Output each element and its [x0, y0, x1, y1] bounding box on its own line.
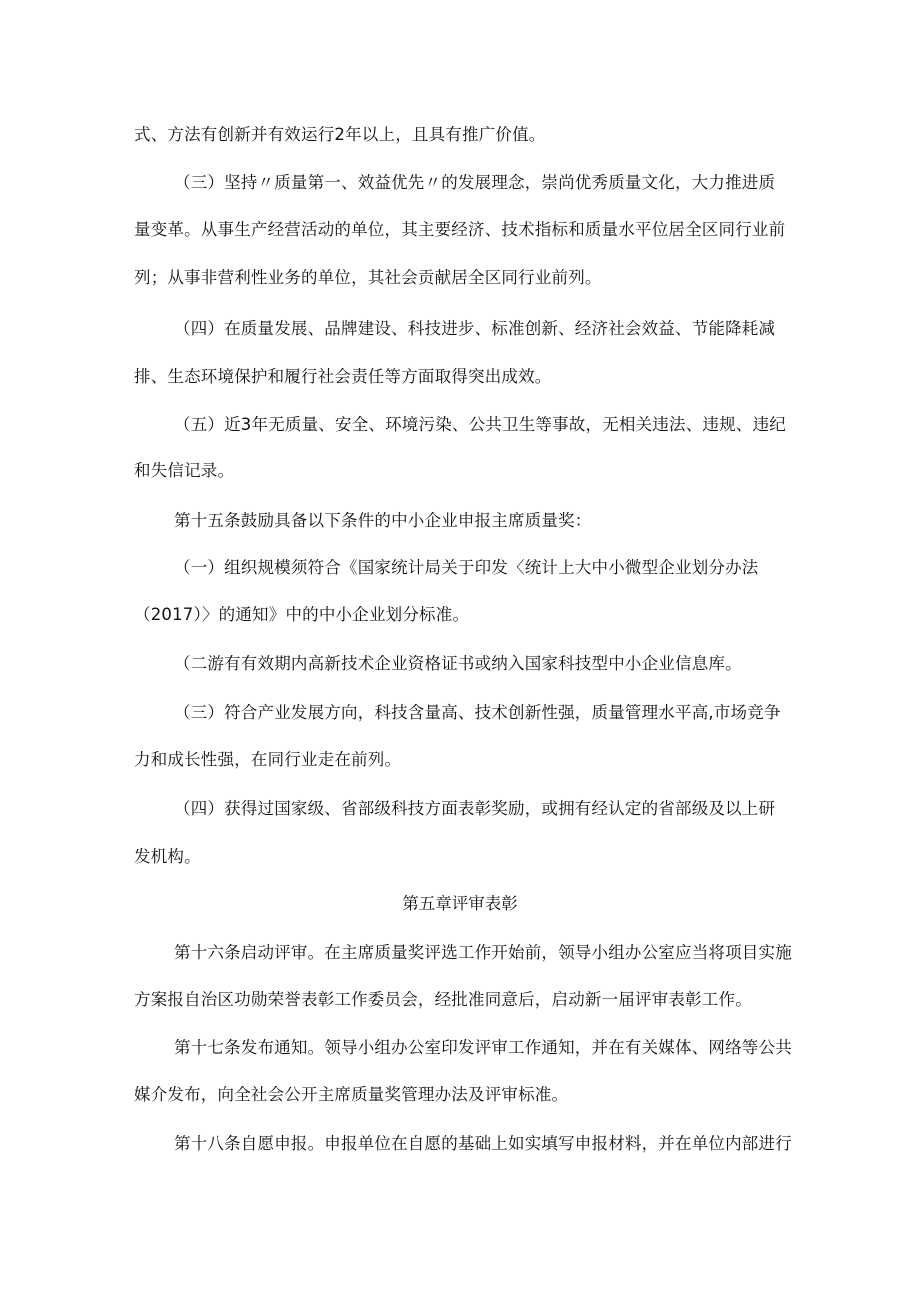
text-line: 量变革。从事生产经营活动的单位，其主要经济、技术指标和质量水平位居全区同行业前	[134, 220, 786, 239]
text-line: （2017）〉的通知》中的中小企业划分标准。	[134, 605, 470, 624]
text-line: 方案报自治区功勋荣誉表彰工作委员会，经批准同意后，启动新一届评审表彰工作。	[134, 990, 752, 1009]
text-line: （三）符合产业发展方向，科技含量高、技术创新性强，质量管理水平高,市场竞争	[174, 703, 781, 722]
text-line: 媒介发布，向全社会公开主席质量奖管理办法及评审标准。	[134, 1085, 569, 1104]
text-line: 和失信记录。	[134, 461, 235, 480]
text-line: 第十六条启动评审。在主席质量奖评选工作开始前，领导小组办公室应当将项目实施	[174, 943, 792, 962]
text-line: 发机构。	[134, 847, 201, 866]
text-line: 力和成长性强，在同行业走在前列。	[134, 750, 402, 769]
text-line: （五）近3年无质量、安全、环境污染、公共卫生等事故，无相关违法、违规、违纪	[174, 415, 786, 434]
text-line: （四）在质量发展、品牌建设、科技进步、标准创新、经济社会效益、节能降耗减	[174, 319, 776, 338]
text-line: 第十七条发布通知。领导小组办公室印发评审工作通知，并在有关媒体、网络等公共	[174, 1038, 792, 1057]
text-line: 排、生态环境保护和履行社会责任等方面取得突出成效。	[134, 367, 552, 386]
text-line: 列；从事非营利性业务的单位，其社会贡献居全区同行业前列。	[134, 268, 602, 287]
text-line: （三）坚持〃质量第一、效益优先〃的发展理念，崇尚优秀质量文化，大力推进质	[174, 173, 776, 192]
text-line: （一）组织规模须符合《国家统计局关于印发〈统计上大中小微型企业划分办法	[174, 558, 759, 577]
text-line: （二游有有效期内高新技术企业资格证书或纳入国家科技型中小企业信息库。	[174, 654, 742, 673]
text-line: （四）获得过国家级、省部级科技方面表彰奖励，或拥有经认定的省部级及以上研	[174, 799, 776, 818]
chapter-heading: 第五章评审表彰	[402, 894, 518, 913]
text-line: 第十八条自愿申报。申报单位在自愿的基础上如实填写申报材料，并在单位内部进行	[174, 1134, 792, 1153]
text-line: 式、方法有创新并有效运行2年以上，且具有推广价值。	[134, 125, 546, 144]
text-line: 第十五条鼓励具备以下条件的中小企业申报主席质量奖：	[174, 511, 592, 530]
